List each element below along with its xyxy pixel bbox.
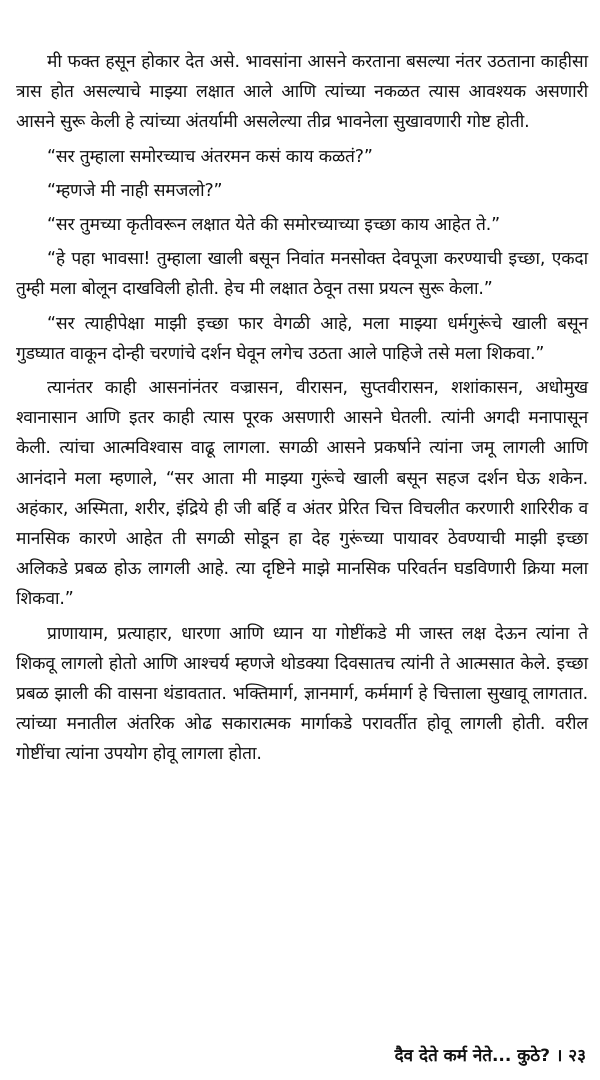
paragraph-1: मी फक्त हसून होकार देत असे. भावसांना आसने करताना बसल्या नंतर उठताना काहीसा त्रास होत असल्याचे माझ्या लक्षात आले आणि त्यांच्या नकळत त्यास आवश्यक असणारी आसने सुरू केली हे त्यांच्या अंतर्यामी असलेल्या तीव्र भावनेला सुखावणारी गोष्ट होती. [16,52,588,133]
book-page [16,47,588,1027]
paragraph-7: त्यानंतर काही आसनांनंतर वज्रासन, वीरासन, सुप्तवीरासन, शशांकासन, अधोमुख श्वानासान आणि इतर काही त्यास पूरक असणारी आसने घेतली. त्यांनी अगदी मनापासून केली. त्यांचा आत्मविश्वास वाढू लागला. सगळी आसने प्रकर्षाने त्यांना जमू लागली आणि आनंदाने मला म्हणाले, “सर आता मी माझ्या गुरूंचे खाली बसून सहज दर्शन घेऊ शकेन. अहंकार, अस्मिता, शरीर, इंद्रिये ही जी बर्हि व अंतर प्रेरित चित्त विचलीत करणारी शारिरीक व मानसिक कारणे आहेत ती सगळी सोडून हा देह गुरूंच्या पायावर ठेवण्याची माझी इच्छा अलिकडे प्रबळ होऊ लागली आहे. त्या दृष्टिने माझे मानसिक परिवर्तन घडविणारी क्रिया मला शिकवा.” [16,378,588,610]
paragraph-8: प्राणायाम, प्रत्याहार, धारणा आणि ध्यान या गोष्टींकडे मी जास्त लक्ष देऊन त्यांना ते शिकवू लागलो होतो आणि आश्चर्य म्हणजे थोडक्या दिवसातच त्यांनी ते आत्मसात केले. इच्छा प्रबळ झाली की वासना थंडावतात. भक्तिमार्ग, ज्ञानमार्ग, कर्ममार्ग हे चित्ताला सुखावू लागतात. त्यांच्या मनातील अंतरिक ओढ सकारात्मक मार्गाकडे परावर्तीत होवू लागली होती. वरील गोष्टींचा त्यांना उपयोग होवू लागला होता. [16,623,588,765]
paragraph-2: “सर तुम्हाला समोरच्याच अंतरमन कसं काय कळतं?” [47,146,373,167]
paragraph-6: “सर त्याहीपेक्षा माझी इच्छा फार वेगळी आहे, मला माझ्या धर्मगुरूंचे खाली बसून गुडघ्यात वाकून दोन्ही चरणांचे दर्शन घेवून लगेच उठता आले पाहिजे तसे मला शिकवा.” [16,313,588,364]
page-footer-running-title: दैव देते कर्म नेते... कुठे? । २३ [394,1046,586,1066]
paragraph-4: “सर तुमच्या कृतीवरून लक्षात येते की समोरच्याच्या इच्छा काय आहेत ते.” [47,215,501,236]
paragraph-5: “हे पहा भावसा! तुम्हाला खाली बसून निवांत मनसोक्त देवपूजा करण्याची इच्छा, एकदा तुम्ही मला बोलून दाखविली होती. हेच मी लक्षात ठेवून तसा प्रयत्न सुरू केला.” [16,249,588,300]
paragraph-3: “म्हणजे मी नाही समजलो?” [47,180,223,201]
